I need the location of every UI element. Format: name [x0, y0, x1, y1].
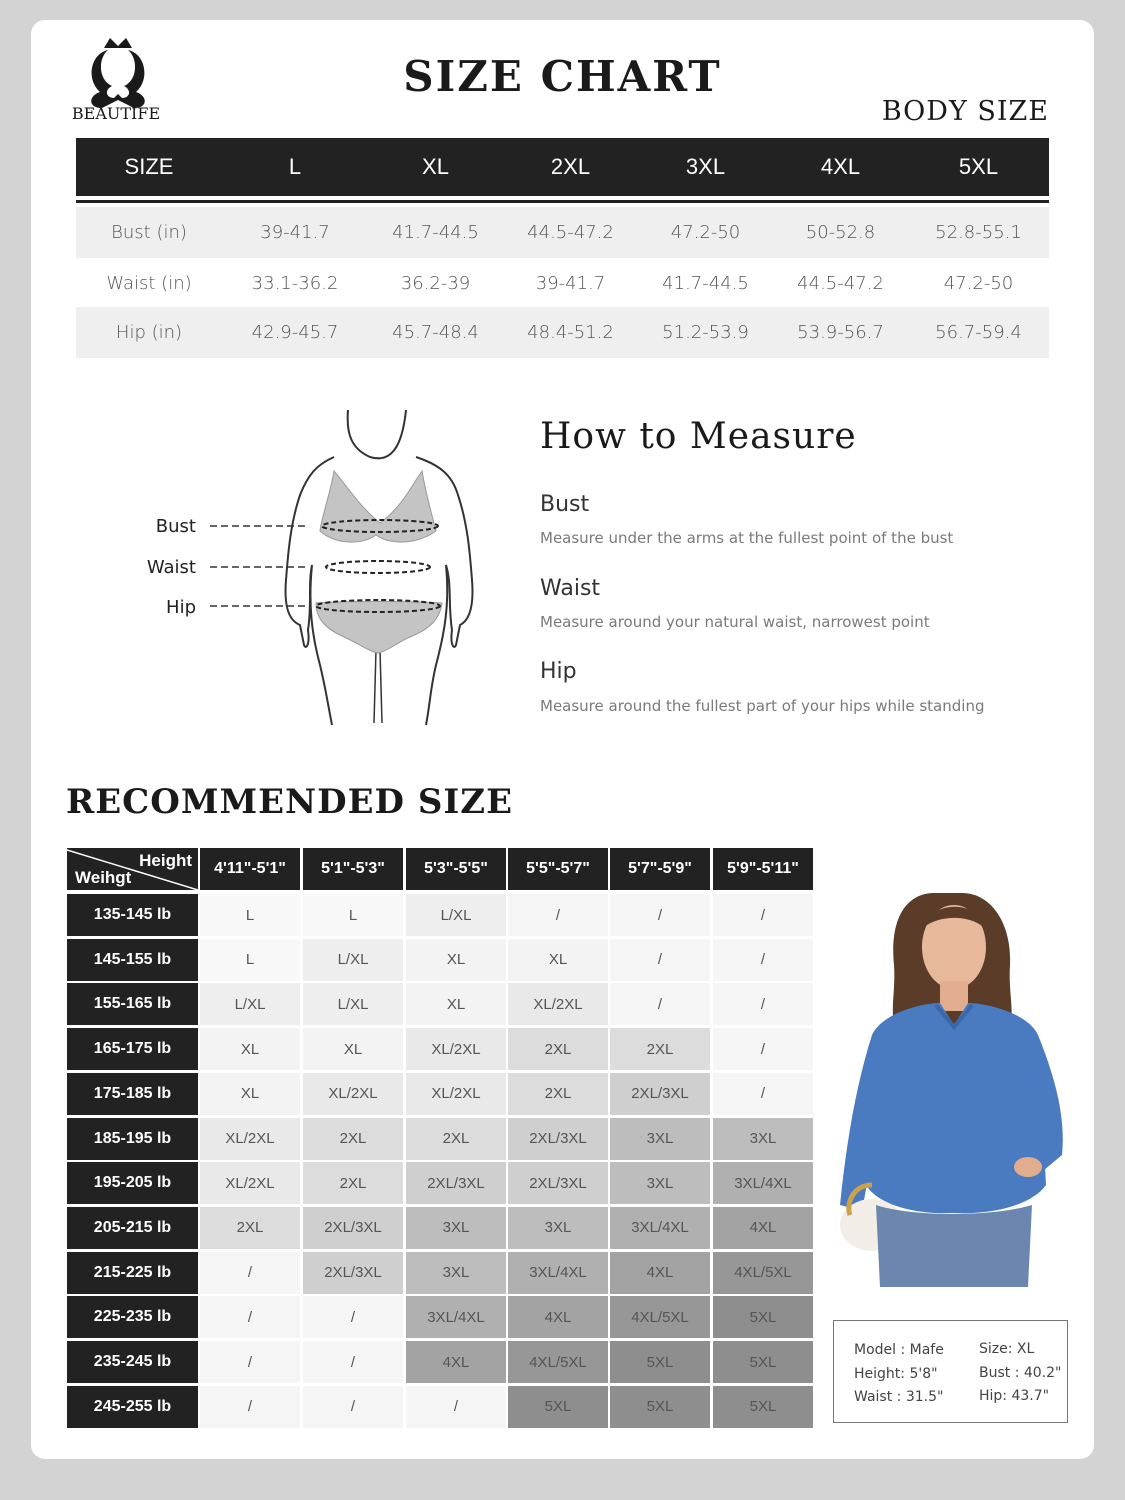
figure-label-hip: Hip — [166, 597, 196, 618]
size-table-cell: 44.5-47.2 — [527, 222, 614, 243]
size-table-cell: 45.7-48.4 — [392, 322, 479, 343]
recommended-size-cell: XL/2XL — [200, 1162, 300, 1204]
size-table-divider — [76, 200, 1049, 203]
recommended-size-cell: XL/2XL — [303, 1073, 403, 1115]
body-measurement-figure — [140, 405, 480, 730]
size-table-cell: 50-52.8 — [805, 222, 876, 243]
body-size-label: BODY SIZE — [881, 96, 1049, 127]
measure-heading-bust: Bust — [540, 492, 590, 517]
recommended-size-cell: / — [200, 1252, 300, 1294]
recommended-size-cell: / — [200, 1341, 300, 1383]
model-waist: Waist : 31.5" — [854, 1389, 944, 1405]
recommended-size-cell: 5XL — [508, 1386, 608, 1428]
brand-name: BEAUTIFE — [71, 104, 161, 123]
size-table-cell: 36.2-39 — [400, 273, 471, 294]
recommended-size-cell: 5XL — [610, 1341, 710, 1383]
measure-desc-hip: Measure around the fullest part of your hips while standing — [540, 697, 985, 715]
size-table-cell: 53.9-56.7 — [797, 322, 884, 343]
weight-row-header: 235-245 lb — [67, 1341, 198, 1383]
recommended-size-cell: 2XL — [303, 1118, 403, 1160]
recommended-size-cell: 5XL — [610, 1386, 710, 1428]
recommended-size-cell: / — [406, 1386, 506, 1428]
page-title: SIZE CHART — [403, 52, 722, 101]
height-column-header: 4'11"-5'1" — [200, 848, 300, 890]
size-column-header: 3XL — [685, 154, 726, 179]
size-column-header: XL — [422, 154, 449, 179]
weight-row-header: 165-175 lb — [67, 1028, 198, 1070]
recommended-size-cell: / — [713, 1028, 813, 1070]
model-info-box — [833, 1320, 1068, 1423]
measure-heading-hip: Hip — [540, 659, 577, 684]
weight-row-header: 145-155 lb — [67, 939, 198, 981]
model-size: Size: XL — [979, 1341, 1035, 1357]
model-bust: Bust : 40.2" — [979, 1365, 1062, 1381]
recommended-size-cell: / — [713, 1073, 813, 1115]
recommended-size-cell: XL — [406, 939, 506, 981]
recommended-size-cell: / — [610, 983, 710, 1025]
recommended-size-cell: 3XL — [610, 1118, 710, 1160]
recommended-size-cell: / — [713, 939, 813, 981]
recommended-size-cell: XL — [406, 983, 506, 1025]
recommended-size-cell: 4XL — [508, 1296, 608, 1338]
recommended-size-title: RECOMMENDED SIZE — [66, 782, 514, 822]
size-table-row — [76, 258, 1049, 309]
size-column-header: 5XL — [958, 154, 999, 179]
measure-desc-bust: Measure under the arms at the fullest point of the bust — [540, 529, 954, 547]
recommended-size-cell: 5XL — [713, 1296, 813, 1338]
size-table-header — [76, 138, 1049, 196]
recommended-size-cell: 4XL/5XL — [610, 1296, 710, 1338]
recommended-size-cell: / — [610, 939, 710, 981]
recommended-size-cell: / — [713, 894, 813, 936]
recommended-size-cell: 2XL — [508, 1073, 608, 1115]
recommended-size-cell: 2XL — [508, 1028, 608, 1070]
size-table-cell: 47.2-50 — [670, 222, 741, 243]
recommended-size-cell: / — [303, 1296, 403, 1338]
recommended-size-cell: 5XL — [713, 1386, 813, 1428]
corner-weight-label: Weihgt — [75, 868, 132, 887]
recommended-size-cell: 3XL — [713, 1118, 813, 1160]
recommended-size-cell: / — [200, 1386, 300, 1428]
size-row-label: Hip (in) — [115, 322, 183, 343]
weight-row-header: 245-255 lb — [67, 1386, 198, 1428]
recommended-size-cell: 3XL — [406, 1207, 506, 1249]
size-table-cell: 56.7-59.4 — [935, 322, 1022, 343]
recommended-size-cell: 2XL — [200, 1207, 300, 1249]
height-column-header: 5'5"-5'7" — [508, 848, 608, 890]
recommended-size-cell: 3XL/4XL — [713, 1162, 813, 1204]
size-column-header: 2XL — [550, 154, 591, 179]
recommended-size-cell: XL/2XL — [406, 1073, 506, 1115]
recommended-size-cell: L — [303, 894, 403, 936]
corner-height-label: Height — [139, 851, 192, 870]
weight-row-header: 135-145 lb — [67, 894, 198, 936]
recommended-size-cell: 3XL/4XL — [508, 1252, 608, 1294]
size-table-cell: 39-41.7 — [260, 222, 330, 243]
recommended-size-cell: XL — [508, 939, 608, 981]
recommended-size-cell: / — [508, 894, 608, 936]
recommended-size-cell: 3XL/4XL — [406, 1296, 506, 1338]
size-table-cell: 41.7-44.5 — [392, 222, 479, 243]
table-corner-header — [67, 848, 198, 890]
recommended-size-cell: 4XL — [610, 1252, 710, 1294]
recommended-size-cell: 2XL/3XL — [508, 1162, 608, 1204]
recommended-size-cell: XL/2XL — [200, 1118, 300, 1160]
recommended-size-cell: XL — [200, 1073, 300, 1115]
size-table-cell: 41.7-44.5 — [662, 273, 749, 294]
size-column-header: L — [288, 154, 302, 179]
recommended-size-cell: 2XL/3XL — [303, 1207, 403, 1249]
recommended-size-cell: 2XL/3XL — [406, 1162, 506, 1204]
weight-row-header: 225-235 lb — [67, 1296, 198, 1338]
size-table-row — [76, 307, 1049, 358]
recommended-size-cell: XL — [303, 1028, 403, 1070]
recommended-size-cell: L/XL — [303, 983, 403, 1025]
model-photo — [832, 885, 1070, 1287]
weight-row-header: 175-185 lb — [67, 1073, 198, 1115]
recommended-size-cell: 3XL — [406, 1252, 506, 1294]
model-height: Height: 5'8" — [854, 1366, 938, 1382]
size-row-label: Waist (in) — [106, 273, 192, 294]
figure-label-waist: Waist — [146, 557, 196, 578]
weight-row-header: 185-195 lb — [67, 1118, 198, 1160]
size-table-cell: 48.4-51.2 — [527, 322, 614, 343]
recommended-size-cell: / — [713, 983, 813, 1025]
weight-row-header: 155-165 lb — [67, 983, 198, 1025]
size-table-cell: 42.9-45.7 — [251, 322, 339, 343]
recommended-size-cell: 2XL/3XL — [303, 1252, 403, 1294]
recommended-size-cell: 2XL — [303, 1162, 403, 1204]
recommended-size-cell: L — [200, 894, 300, 936]
recommended-size-cell: / — [303, 1341, 403, 1383]
recommended-size-cell: 4XL — [713, 1207, 813, 1249]
size-column-header: SIZE — [124, 154, 174, 179]
size-table-cell: 47.2-50 — [943, 273, 1014, 294]
size-column-header: 4XL — [820, 154, 861, 179]
model-hip: Hip: 43.7" — [979, 1388, 1050, 1404]
recommended-size-cell: 3XL — [610, 1162, 710, 1204]
recommended-size-cell: L — [200, 939, 300, 981]
recommended-size-cell: 3XL — [508, 1207, 608, 1249]
weight-row-header: 215-225 lb — [67, 1252, 198, 1294]
weight-row-header: 195-205 lb — [67, 1162, 198, 1204]
recommended-size-cell: XL — [200, 1028, 300, 1070]
recommended-size-cell: 4XL — [406, 1341, 506, 1383]
measure-desc-waist: Measure around your natural waist, narrowest point — [540, 613, 930, 631]
size-row-label: Bust (in) — [111, 222, 187, 243]
recommended-size-cell: 5XL — [713, 1341, 813, 1383]
size-table-cell: 52.8-55.1 — [935, 222, 1022, 243]
how-to-measure-title: How to Measure — [540, 416, 857, 457]
recommended-size-cell: XL/2XL — [406, 1028, 506, 1070]
recommended-size-cell: 4XL/5XL — [508, 1341, 608, 1383]
recommended-size-cell: 3XL/4XL — [610, 1207, 710, 1249]
recommended-size-cell: XL/2XL — [508, 983, 608, 1025]
recommended-size-cell: 2XL/3XL — [610, 1073, 710, 1115]
model-name: Model : Mafe — [854, 1342, 944, 1358]
size-table-cell: 39-41.7 — [535, 273, 606, 294]
size-table-row — [76, 207, 1049, 258]
weight-row-header: 205-215 lb — [67, 1207, 198, 1249]
size-table-cell: 44.5-47.2 — [797, 273, 884, 294]
recommended-size-cell: / — [610, 894, 710, 936]
recommended-size-cell: L/XL — [303, 939, 403, 981]
height-column-header: 5'9"-5'11" — [713, 848, 813, 890]
recommended-size-cell: / — [200, 1296, 300, 1338]
recommended-size-cell: 4XL/5XL — [713, 1252, 813, 1294]
recommended-size-cell: 2XL — [406, 1118, 506, 1160]
height-column-header: 5'3"-5'5" — [406, 848, 506, 890]
measure-heading-waist: Waist — [540, 576, 601, 601]
recommended-size-cell: L/XL — [200, 983, 300, 1025]
height-column-header: 5'7"-5'9" — [610, 848, 710, 890]
recommended-size-cell: L/XL — [406, 894, 506, 936]
figure-label-bust: Bust — [155, 516, 196, 537]
recommended-size-cell: / — [303, 1386, 403, 1428]
height-column-header: 5'1"-5'3" — [303, 848, 403, 890]
size-table-cell: 33.1-36.2 — [251, 273, 339, 294]
size-table-cell: 51.2-53.9 — [662, 322, 749, 343]
recommended-size-cell: 2XL/3XL — [508, 1118, 608, 1160]
recommended-size-cell: 2XL — [610, 1028, 710, 1070]
